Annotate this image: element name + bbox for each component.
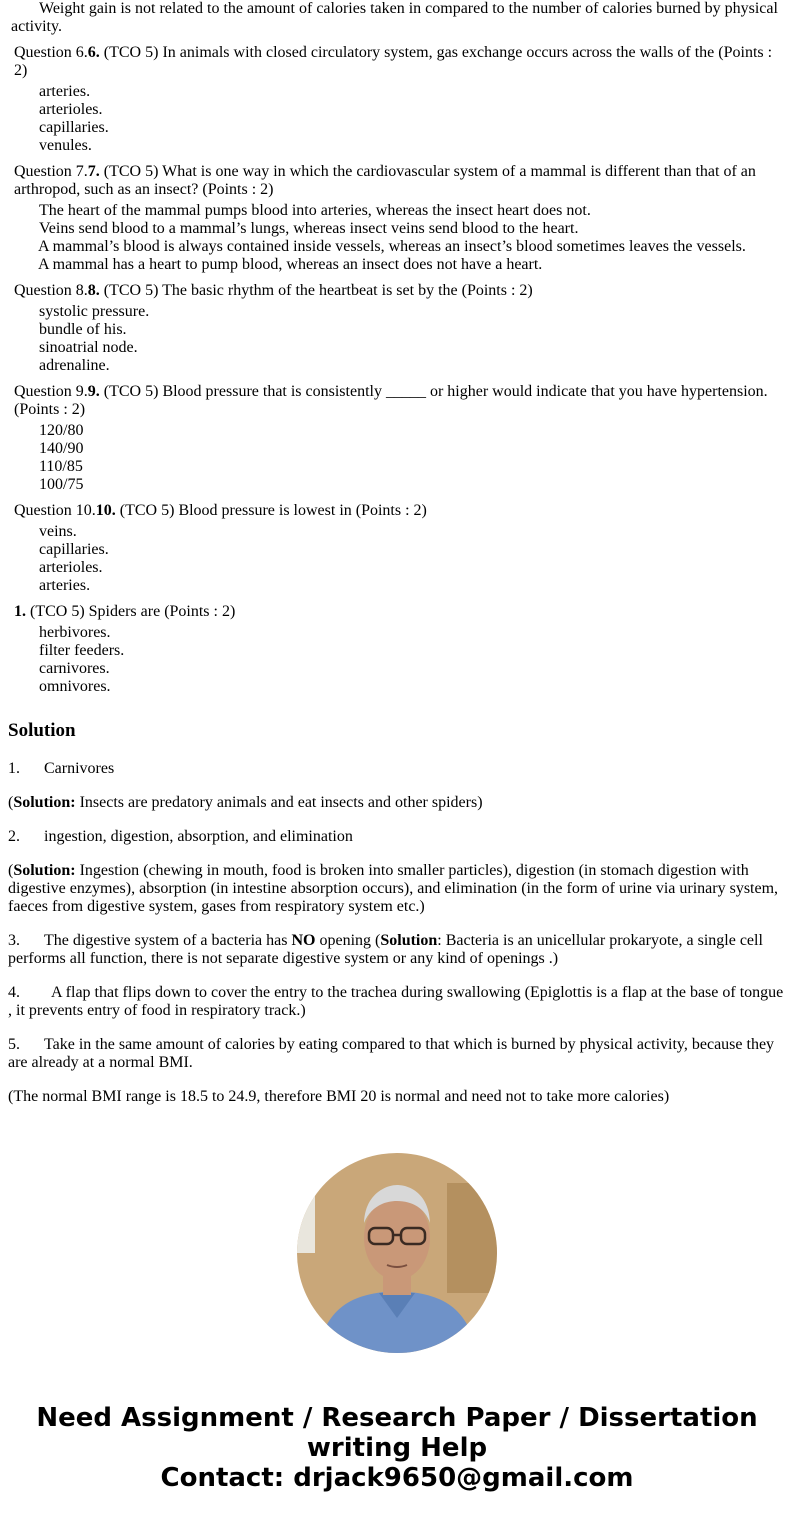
question-body: (TCO 5) What is one way in which the cardiovascular system of a mammal is different than that of an arthropod, such as an insect? (Points : 2) xyxy=(14,163,756,198)
question-prefix: Question 8. xyxy=(14,282,88,299)
question-number: 8. xyxy=(87,282,100,299)
footer-line-2: writing Help xyxy=(306,1433,488,1463)
question-body: (TCO 5) In animals with closed circulatory system, gas exchange occurs across the walls of the (Points : 2) xyxy=(14,44,773,79)
question-text xyxy=(14,383,786,419)
question-text xyxy=(14,44,786,80)
solution-2: (Solution: Ingestion (chewing in mouth, food is broken into smaller particles), digestion (in stomach digestion with digestive enzymes), absorption (in intestine absorption occurs), and elimination (in the form of urine via urinary system, faeces from digestive system, gases from respiratory system etc.) xyxy=(8,862,779,915)
question-body: (TCO 5) Blood pressure that is consistently _____ or higher would indicate that you have hypertension. (Points : 2) xyxy=(14,383,768,418)
answer-option: 100/75 xyxy=(39,476,84,493)
answer-number: 3. xyxy=(8,932,20,949)
answer-option: omnivores. xyxy=(39,678,111,695)
answer-number: 5. xyxy=(8,1036,20,1053)
answer-option: arterioles. xyxy=(39,101,103,118)
contact-footer xyxy=(0,1403,794,1493)
answer-number: 1. xyxy=(8,760,20,777)
answer-option: systolic pressure. xyxy=(39,303,150,320)
answer-options xyxy=(39,303,786,375)
question-body: (TCO 5) The basic rhythm of the heartbeat is set by the (Points : 2) xyxy=(99,282,533,299)
answer-2 xyxy=(8,828,786,846)
answer-option: 140/90 xyxy=(39,440,84,457)
answer-option: Veins send blood to a mammal’s lungs, whereas insect veins send blood to the heart. xyxy=(39,220,579,237)
question-prefix: Question 6. xyxy=(14,44,88,61)
previous-option-continuation: Weight gain is not related to the amount of calories taken in compared to the number of calories burned by physical activity. xyxy=(11,0,778,35)
answer-option: carnivores. xyxy=(39,660,110,677)
answer-text: Carnivores xyxy=(44,760,115,777)
answer-option: bundle of his. xyxy=(39,321,127,338)
question-block xyxy=(14,383,786,494)
answer-option: 110/85 xyxy=(39,458,83,475)
answer-option: A mammal’s blood is always contained inside vessels, whereas an insect’s blood sometimes leaves the vessels. xyxy=(38,238,746,255)
answer-text: Take in the same amount of calories by eating compared to that which is burned by physical activity, because they are already at a normal BMI. xyxy=(8,1036,775,1071)
answer-options xyxy=(39,523,786,595)
question-block xyxy=(14,44,786,155)
answer-option: venules. xyxy=(39,137,92,154)
question-block xyxy=(14,603,786,696)
answer-option: adrenaline. xyxy=(39,357,110,374)
question-body: (TCO 5) Blood pressure is lowest in (Points : 2) xyxy=(115,502,427,519)
solution-1: (Solution: Insects are predatory animals and eat insects and other spiders) xyxy=(8,794,483,811)
answer-option: filter feeders. xyxy=(39,642,125,659)
answer-option: arteries. xyxy=(39,83,91,100)
solution-label: Solution: xyxy=(13,862,76,879)
answer-option: The heart of the mammal pumps blood into arteries, whereas the insect heart does not. xyxy=(39,202,591,219)
footer-contact[interactable]: Contact: drjack9650@gmail.com xyxy=(160,1463,634,1493)
carved-door xyxy=(447,1183,497,1293)
answer-option: capillaries. xyxy=(39,119,109,136)
question-text xyxy=(14,502,786,520)
question-block xyxy=(14,163,786,274)
answer-option: veins. xyxy=(39,523,77,540)
question-list xyxy=(8,44,786,696)
emphasis-no: NO xyxy=(291,932,316,949)
answer-option: 120/80 xyxy=(39,422,84,439)
bmi-note: (The normal BMI range is 18.5 to 24.9, therefore BMI 20 is normal and need not to take more calories) xyxy=(8,1088,670,1105)
answer-option: arteries. xyxy=(39,577,91,594)
answer-option: capillaries. xyxy=(39,541,109,558)
question-body: (TCO 5) Spiders are (Points : 2) xyxy=(26,603,236,620)
answer-3: 3. The digestive system of a bacteria has NO opening (Solution: Bacteria is an unicellular prokaryote, a single cell performs all function, there is not separate digestive system or any kind of openings .) xyxy=(8,932,763,967)
answer-option: sinoatrial node. xyxy=(39,339,138,356)
solution-text: Ingestion (chewing in mouth, food is broken into smaller particles), digestion (in stomach digestion with digestive enzymes), absorption (in intestine absorption occurs), and elimination (in the form of urine via urinary system, faeces from digestive system, gases from respiratory system etc.) xyxy=(8,862,779,915)
answer-number: 4. xyxy=(8,984,20,1001)
solution-label: Solution: xyxy=(13,794,76,811)
question-number: 1. xyxy=(14,603,26,620)
answer-options xyxy=(39,422,786,494)
answer-text: ingestion, digestion, absorption, and elimination xyxy=(44,828,353,845)
answer-number: 2. xyxy=(8,828,20,845)
solution-heading: Solution xyxy=(8,720,76,741)
question-block xyxy=(14,282,786,375)
question-prefix: Question 10. xyxy=(14,502,96,519)
question-text xyxy=(14,163,786,199)
question-block xyxy=(14,502,786,595)
wall-switch xyxy=(297,1193,315,1253)
portrait-image xyxy=(297,1153,497,1353)
answer-text: A flap that flips down to cover the entry to the trachea during swallowing (Epiglottis is a flap at the base of tongue , it prevents entry of food in respiratory track.) xyxy=(8,984,784,1019)
answer-5 xyxy=(8,1036,786,1072)
question-prefix: Question 9. xyxy=(14,383,88,400)
answer-option: A mammal has a heart to pump blood, whereas an insect does not have a heart. xyxy=(38,256,543,273)
solution-text: Insects are predatory animals and eat insects and other spiders) xyxy=(75,794,483,811)
solution-label: Solution xyxy=(380,932,438,949)
answer-options xyxy=(39,202,786,274)
author-photo xyxy=(297,1153,497,1353)
question-number: 6. xyxy=(87,44,100,61)
question-text xyxy=(14,603,786,621)
question-number: 10. xyxy=(95,502,116,519)
footer-line-1: Need Assignment / Research Paper / Dissertation xyxy=(36,1403,758,1433)
question-text xyxy=(14,282,786,300)
answer-1 xyxy=(8,760,786,778)
question-number: 7. xyxy=(87,163,100,180)
question-number: 9. xyxy=(87,383,100,400)
answer-option: herbivores. xyxy=(39,624,111,641)
question-prefix: Question 7. xyxy=(14,163,88,180)
answer-4 xyxy=(8,984,786,1020)
answer-options xyxy=(39,83,786,155)
answer-options xyxy=(39,624,786,696)
answer-option: arterioles. xyxy=(39,559,103,576)
